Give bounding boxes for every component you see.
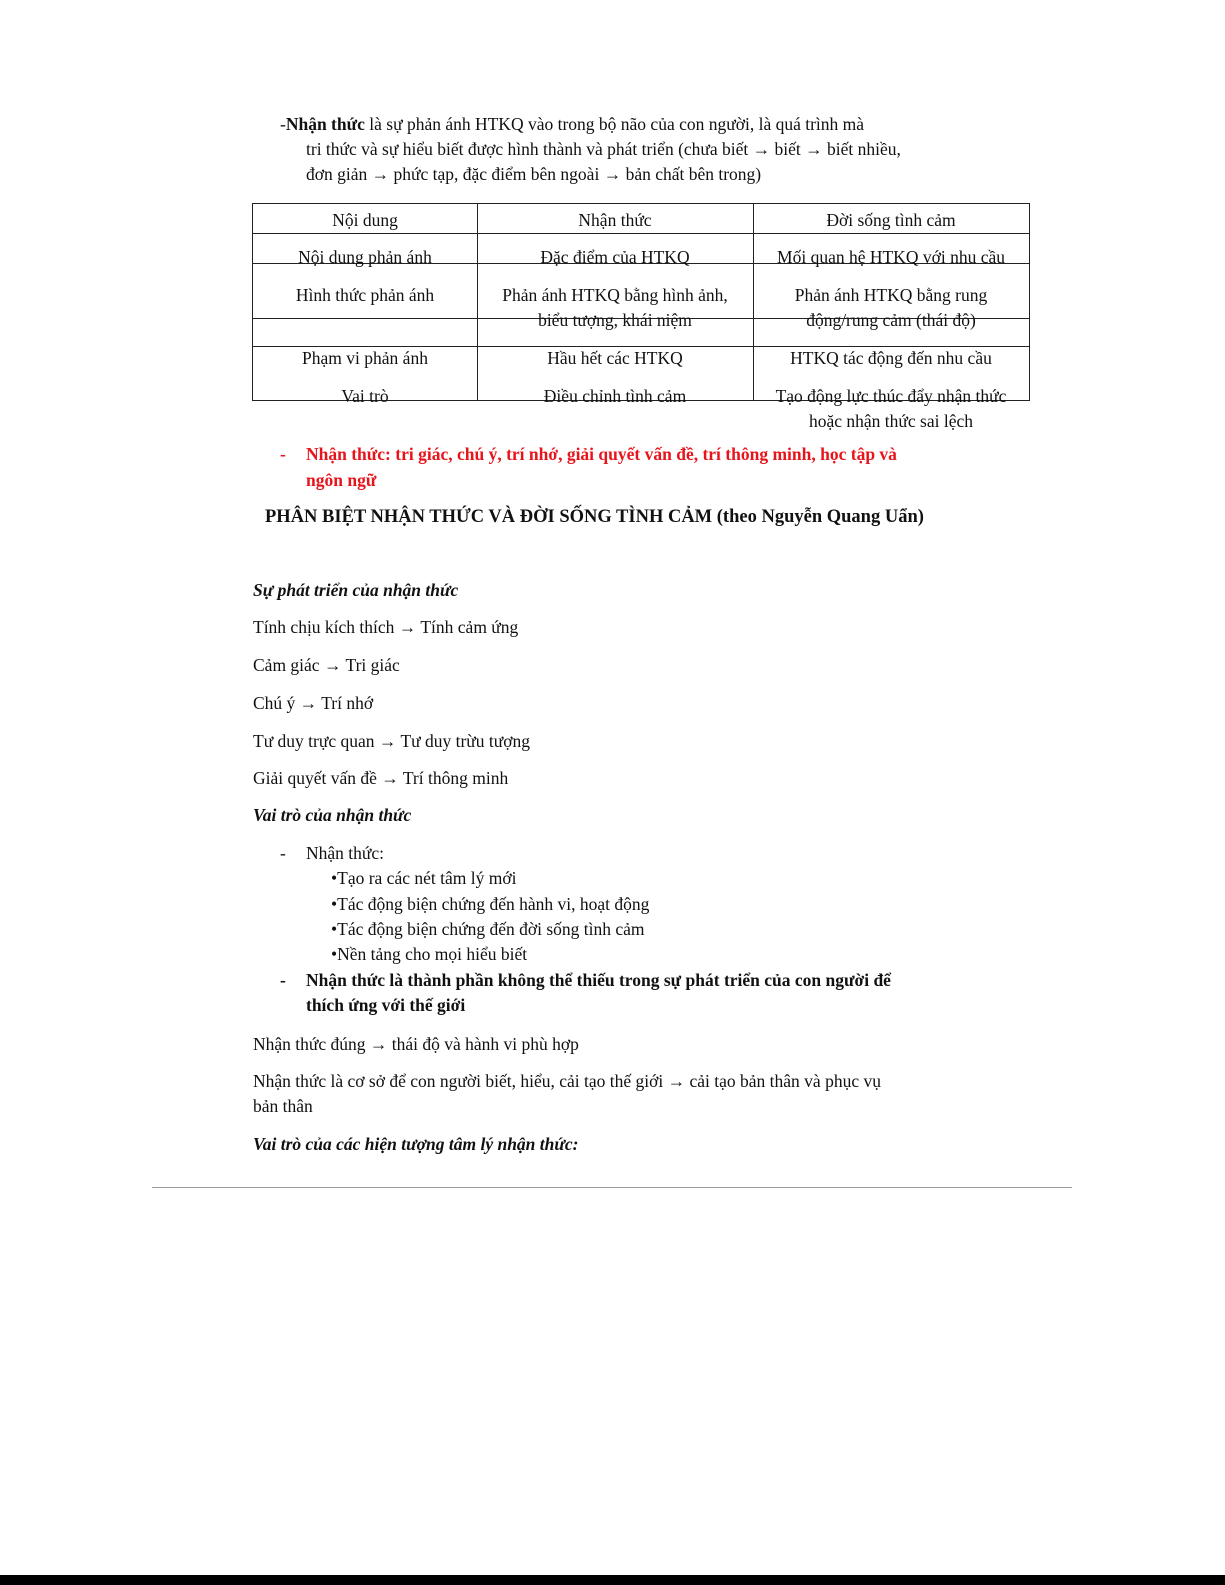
table-border-right (1029, 203, 1030, 401)
table-border-top (252, 203, 1030, 204)
role-bullet: •Tác động biện chứng đến hành vi, hoạt động (331, 894, 650, 914)
role-bullet: •Nền tảng cho mọi hiểu biết (331, 944, 528, 964)
table-header-content: Nội dung (332, 210, 398, 230)
development-heading: Sự phát triển của nhận thức (253, 580, 459, 600)
intro-line-2: tri thức và sự hiểu biết được hình thành và phát triển (chưa biết → biết → biết nhiều, (306, 139, 901, 159)
table-line-4 (252, 346, 1030, 347)
development-item: Chú ý → Trí nhớ (253, 693, 374, 713)
role-bold-dash: - (280, 970, 286, 990)
table-cell: Hầu hết các HTKQ (547, 348, 683, 368)
development-item: Tính chịu kích thích → Tính cảm ứng (253, 617, 519, 637)
table-header-emotion: Đời sống tình cảm (826, 210, 956, 230)
development-item: Cảm giác → Tri giác (253, 655, 400, 675)
table-cell: Điều chỉnh tình cảm (543, 386, 687, 406)
table-cell: Phản ánh HTKQ bằng rung (794, 285, 988, 305)
table-divider-1 (477, 203, 478, 401)
development-item: Tư duy trực quan → Tư duy trừu tượng (253, 731, 531, 751)
table-cell: Hình thức phản ánh (295, 285, 435, 305)
intro-dash: - (280, 114, 286, 134)
table-cell: Mối quan hệ HTKQ với nhu cầu (777, 247, 1005, 267)
paragraph-2-line-2: bản thân (253, 1096, 313, 1116)
intro-line-1 (280, 114, 864, 135)
table-header-cognition: Nhận thức (578, 210, 652, 230)
red-bullet-line-1: Nhận thức: tri giác, chú ý, trí nhớ, giải quyết vấn đề, trí thông minh, học tập và (306, 444, 897, 464)
last-heading: Vai trò của các hiện tượng tâm lý nhận thức: (253, 1134, 579, 1154)
table-cell: HTKQ tác động đến nhu cầu (790, 348, 992, 368)
page-divider (152, 1187, 1072, 1188)
role-bold-line-2: thích ứng với thế giới (306, 995, 466, 1015)
paragraph-2-line-1: Nhận thức là cơ sở để con người biết, hiểu, cải tạo thế giới → cải tạo bản thân và phục vụ (253, 1071, 881, 1091)
table-cell: Nội dung phản ánh (298, 247, 432, 267)
intro-line-3: đơn giản → phức tạp, đặc điểm bên ngoài → bản chất bên trong) (306, 164, 762, 184)
red-bullet-line-2: ngôn ngữ (306, 470, 377, 490)
table-cell: Phản ánh HTKQ bằng hình ảnh, (502, 285, 728, 305)
intro-line-1-rest: là sự phản ánh HTKQ vào trong bộ não của con người, là quá trình mà (364, 114, 865, 134)
section-title: PHÂN BIỆT NHẬN THỨC VÀ ĐỜI SỐNG TÌNH CẢM (theo Nguyễn Quang Uẩn) (265, 507, 924, 527)
table-cell: Tạo động lực thúc đẩy nhận thức (775, 386, 1007, 406)
role-dash: - (280, 843, 286, 863)
table-overflow-line: hoặc nhận thức sai lệch (808, 411, 974, 431)
paragraph-1: Nhận thức đúng → thái độ và hành vi phù hợp (253, 1034, 579, 1054)
role-list-title: Nhận thức: (306, 843, 385, 863)
role-bullet: •Tác động biện chứng đến đời sống tình cảm (331, 919, 645, 939)
table-divider-2 (753, 203, 754, 401)
table-cell: Vai trò (341, 386, 389, 406)
table-cell: Phạm vi phản ánh (302, 348, 428, 368)
table-cell: biểu tượng, khái niệm (538, 310, 692, 330)
intro-bold-term: Nhận thức (285, 114, 365, 134)
table-cell: Đặc điểm của HTKQ (540, 247, 690, 267)
role-bold-line-1: Nhận thức là thành phần không thể thiếu trong sự phát triển của con người để (306, 970, 891, 990)
table-cell: động/rung cảm (thái độ) (806, 310, 976, 330)
development-item: Giải quyết vấn đề → Trí thông minh (253, 768, 509, 788)
red-bullet-dash: - (280, 444, 286, 464)
table-border-left (252, 203, 253, 401)
table-line-1 (252, 233, 1030, 234)
bottom-edge-bar (0, 1575, 1225, 1585)
role-bullet: •Tạo ra các nét tâm lý mới (331, 868, 517, 888)
role-heading: Vai trò của nhận thức (253, 805, 412, 825)
